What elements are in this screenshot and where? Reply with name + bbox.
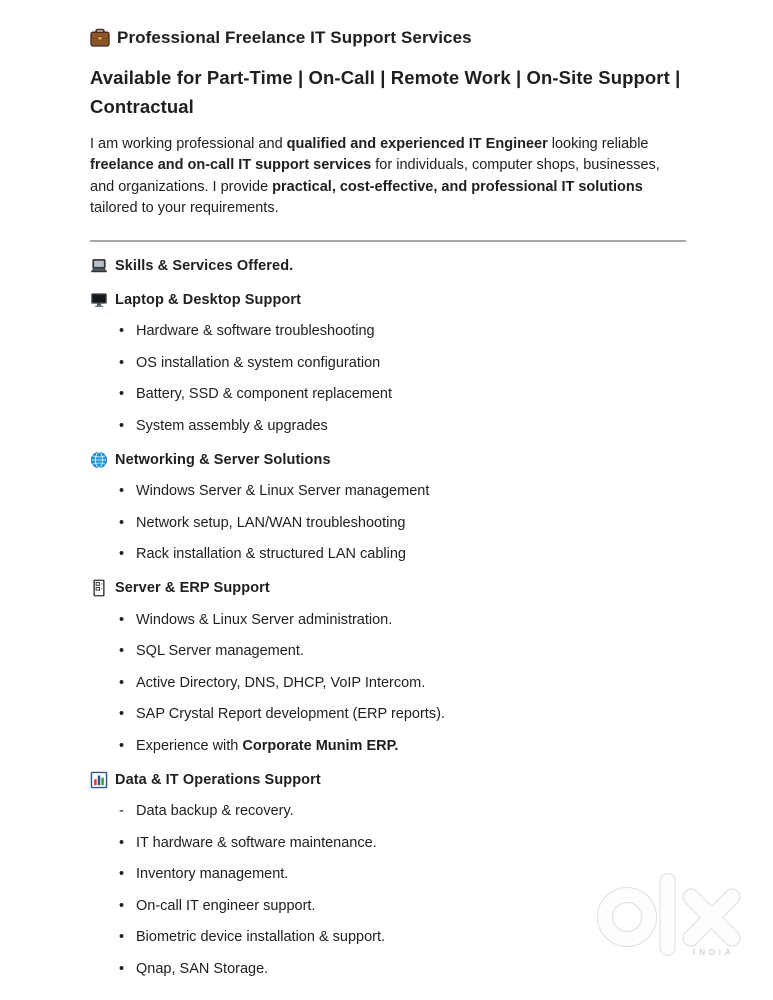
text-run: Windows & Linux Server administration. <box>136 611 393 628</box>
server-icon <box>90 579 108 597</box>
text-run: looking reliable <box>547 136 649 152</box>
document-page <box>90 28 686 979</box>
bold-text-run: qualified and experienced IT Engineer <box>286 136 548 152</box>
list-item <box>90 736 686 757</box>
list-item-text <box>136 384 392 405</box>
bullet-marker: • <box>119 834 125 851</box>
list-item-text <box>136 833 377 854</box>
section-title: Server & ERP Support <box>115 580 270 597</box>
sections-container <box>90 255 686 979</box>
dash-marker: - <box>119 803 124 820</box>
text-run: System assembly & upgrades <box>136 417 328 434</box>
text-run: for individuals, computer shops, businesses, and organizations. I provide <box>90 157 660 195</box>
bold-text-run: freelance and on-call IT support services <box>90 157 372 174</box>
text-run: Inventory management. <box>136 866 289 883</box>
bold-text-run: Corporate Munim ERP. <box>242 737 399 754</box>
section-heading <box>90 769 686 790</box>
globe-icon <box>90 451 108 469</box>
list-item <box>90 704 686 725</box>
list-item-text <box>136 513 405 534</box>
section-divider <box>90 240 686 242</box>
text-run: IT hardware & software maintenance. <box>136 834 377 851</box>
text-run: OS installation & system configuration <box>136 354 381 371</box>
bullet-marker: • <box>119 514 125 531</box>
list-item-text <box>136 416 328 437</box>
list-item <box>90 833 686 854</box>
page-title-text: Professional Freelance IT Support Services <box>117 28 472 47</box>
bullet-marker: • <box>119 323 125 340</box>
list-item-text <box>136 959 268 980</box>
section-heading <box>90 578 686 599</box>
text-run: Biometric device installation & support. <box>136 929 386 946</box>
bullet-marker: • <box>119 386 125 403</box>
list-item-text <box>136 896 315 917</box>
text-run: SAP Crystal Report development (ERP reports). <box>136 706 445 723</box>
section-title: Laptop & Desktop Support <box>115 291 302 308</box>
bullet-marker: • <box>119 417 125 434</box>
bullet-marker: • <box>119 737 125 754</box>
list-item <box>90 864 686 885</box>
bullet-marker: • <box>119 929 125 946</box>
list-item-text <box>136 641 304 662</box>
list-item-text <box>136 353 380 374</box>
list-item <box>90 896 686 917</box>
text-run: Network setup, LAN/WAN troubleshooting <box>136 514 406 531</box>
desktop-icon <box>90 291 108 309</box>
section-title: Networking & Server Solutions <box>115 451 331 468</box>
list-item-text <box>136 801 294 822</box>
list-item <box>90 673 686 694</box>
text-run: Data backup & recovery. <box>136 803 294 820</box>
text-run: Rack installation & structured LAN cabling <box>136 546 406 563</box>
list-item <box>90 416 686 437</box>
bar-chart-icon <box>90 771 108 789</box>
list-item-text <box>136 544 406 565</box>
text-run: Active Directory, DNS, DHCP, VoIP Intercom. <box>136 674 426 691</box>
text-run: Battery, SSD & component replacement <box>136 386 393 403</box>
bullet-marker: • <box>119 354 125 371</box>
list-item <box>90 610 686 631</box>
bullet-marker: • <box>119 706 125 723</box>
list-item-text <box>136 864 288 885</box>
laptop-icon <box>90 257 108 275</box>
list-item <box>90 544 686 565</box>
text-run: tailored to your requirements. <box>90 199 279 216</box>
section-heading <box>90 289 686 310</box>
text-run: Hardware & software troubleshooting <box>136 323 375 340</box>
olx-watermark-region: INDIA <box>693 948 735 957</box>
bold-text-run: practical, cost-effective, and professional IT solutions <box>272 178 643 195</box>
section-heading <box>90 449 686 470</box>
list-item-text <box>136 673 425 694</box>
bullet-marker: • <box>119 897 125 914</box>
list-item-text <box>136 610 392 631</box>
availability-subtitle: Available for Part-Time | On-Call | Remote Work | On-Site Support | Contractual <box>90 67 681 117</box>
list-item-text <box>136 321 375 342</box>
list-item <box>90 321 686 342</box>
list-item <box>90 481 686 502</box>
list-item-text <box>136 927 385 948</box>
section-heading <box>90 255 686 276</box>
bullet-marker: • <box>119 643 125 660</box>
text-run: I am working professional and <box>90 136 287 152</box>
bullet-marker: • <box>119 611 125 628</box>
bullet-marker: • <box>119 866 125 883</box>
text-run: On-call IT engineer support. <box>136 897 316 914</box>
text-run: Experience with <box>136 737 243 754</box>
list-item <box>90 959 686 980</box>
bullet-marker: • <box>119 674 125 691</box>
list-item <box>90 927 686 948</box>
section-title: Data & IT Operations Support <box>115 771 321 788</box>
list-item <box>90 353 686 374</box>
list-item <box>90 513 686 534</box>
section-title: Skills & Services Offered. <box>115 257 294 274</box>
list-item <box>90 641 686 662</box>
list-item-text <box>136 736 398 757</box>
text-run: Qnap, SAN Storage. <box>136 960 269 977</box>
intro-paragraph <box>90 134 686 219</box>
list-item-text <box>136 704 445 725</box>
text-run: SQL Server management. <box>136 643 304 660</box>
bullet-marker: • <box>119 546 125 563</box>
briefcase-icon <box>90 28 110 48</box>
bullet-marker: • <box>119 960 125 977</box>
bullet-marker: • <box>119 483 125 500</box>
list-item <box>90 801 686 822</box>
text-run: Windows Server & Linux Server management <box>136 483 430 500</box>
list-item-text <box>136 481 429 502</box>
page-title <box>90 28 686 48</box>
list-item <box>90 384 686 405</box>
